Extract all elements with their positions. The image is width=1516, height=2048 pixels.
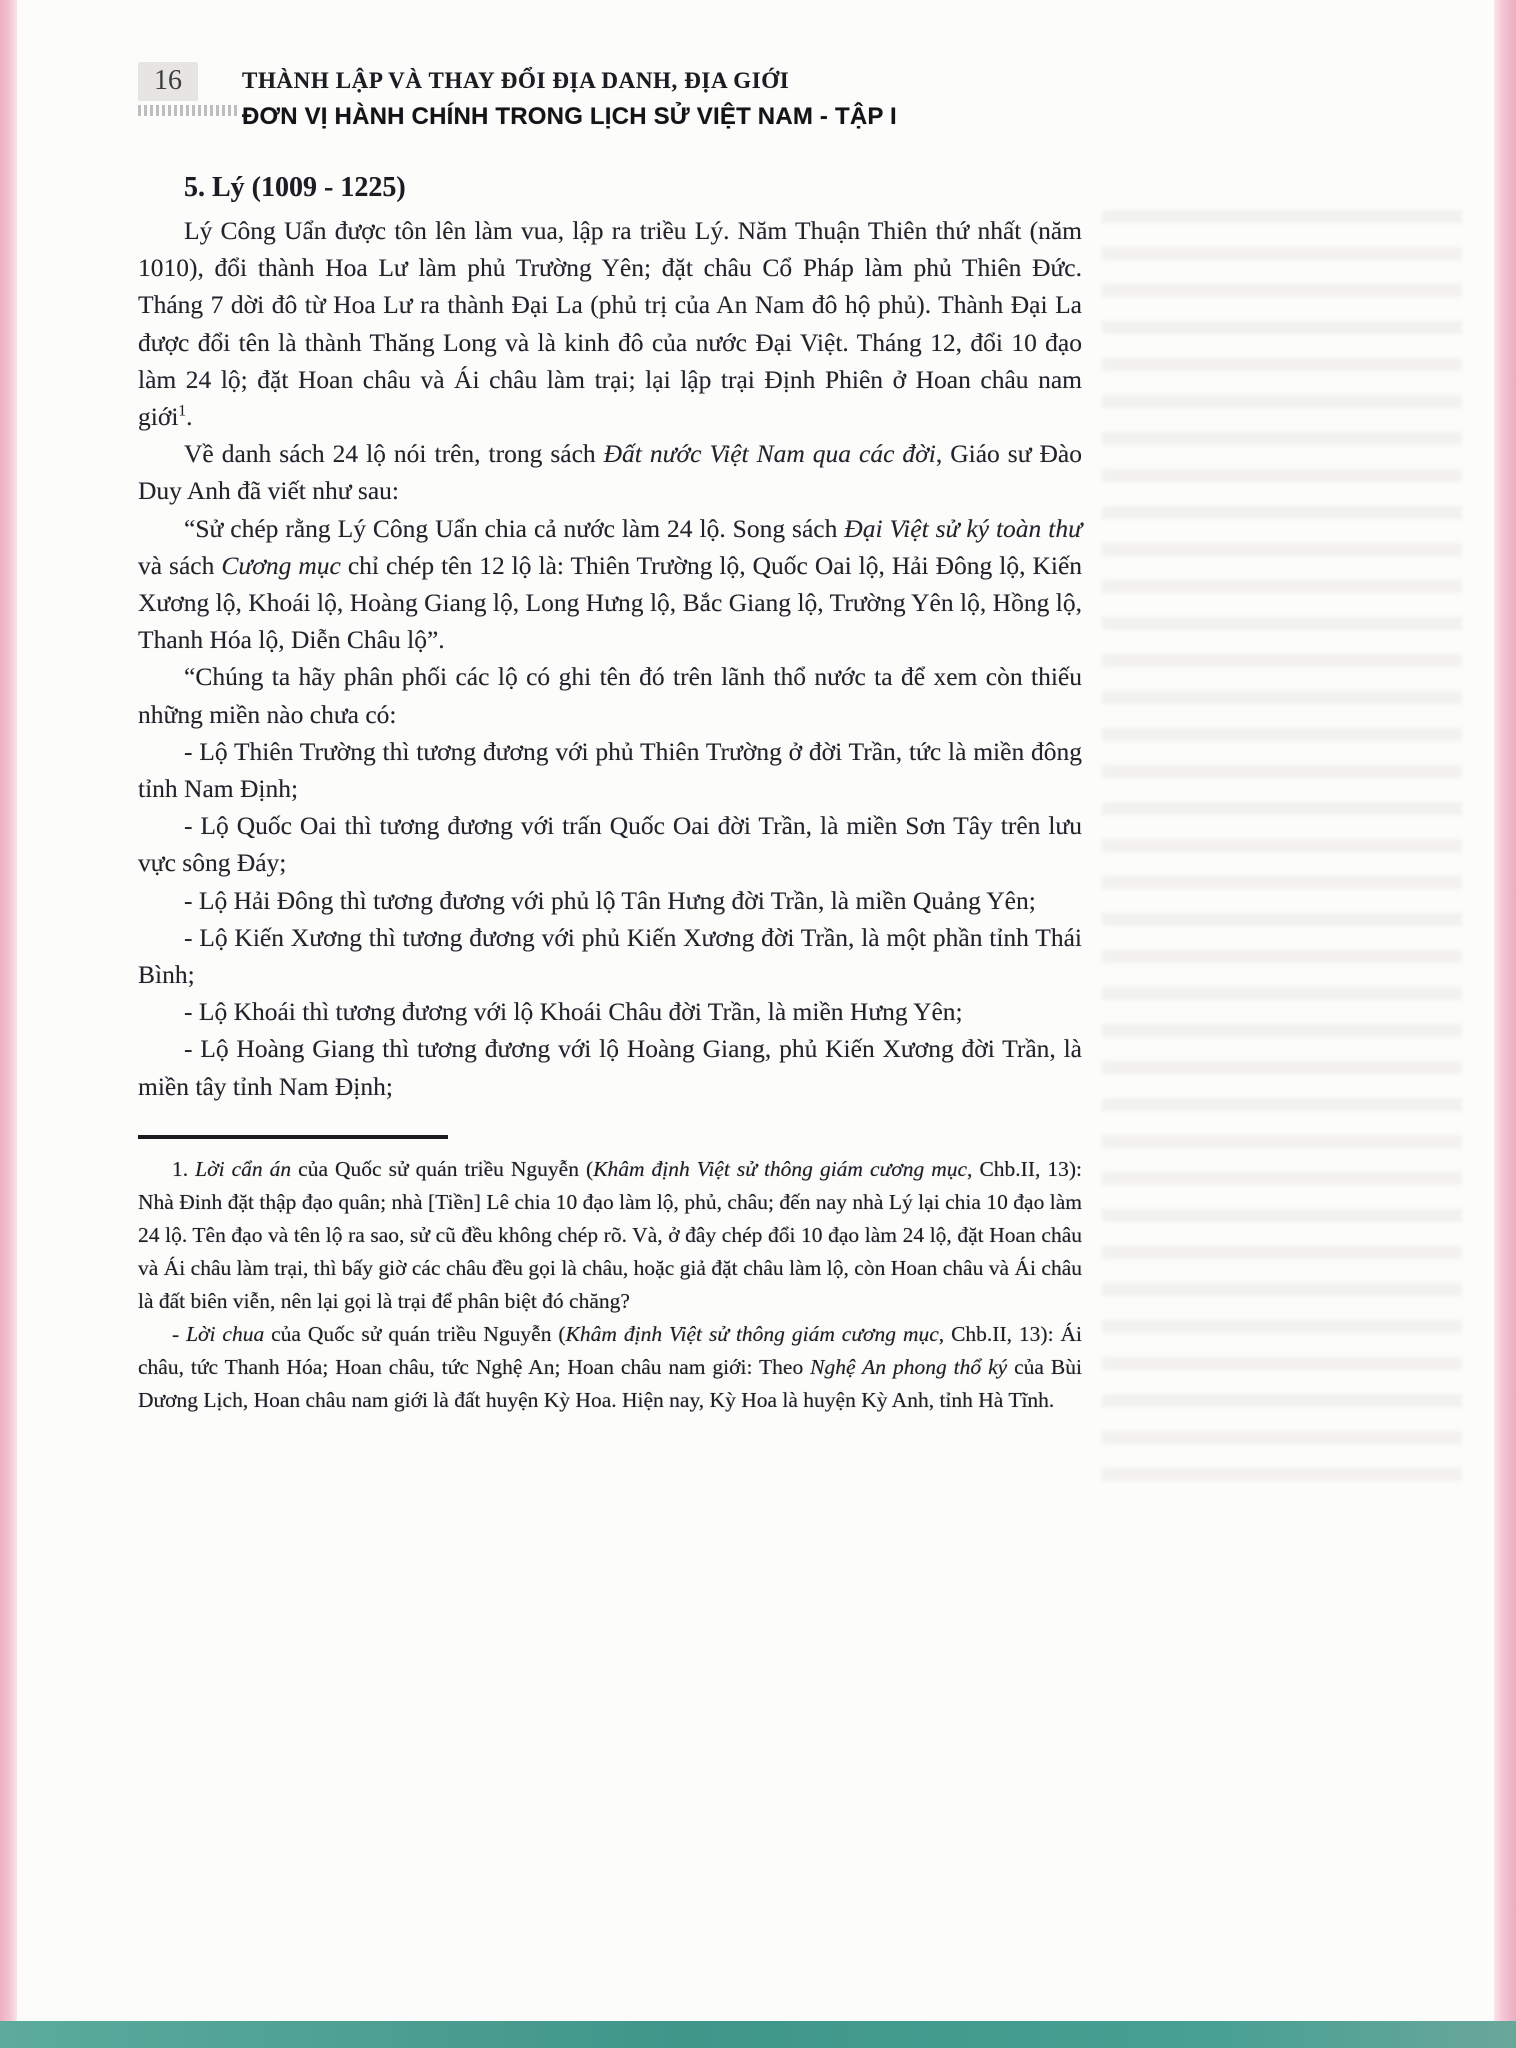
section-heading: 5. Lý (1009 - 1225) (184, 172, 406, 203)
footnote-separator (138, 1135, 448, 1139)
page-content (138, 62, 1082, 1417)
running-header (138, 62, 1082, 132)
running-head-line1: THÀNH LẬP VÀ THAY ĐỔI ĐỊA DANH, ĐỊA GIỚI (242, 68, 790, 93)
body-paragraph: “Chúng ta hãy phân phối các lộ có ghi tên đó trên lãnh thổ nước ta để xem còn thiếu những miền nào chưa có: (138, 662, 1082, 729)
page-number: 16 (138, 62, 198, 101)
reverse-side-bleed-through (1102, 210, 1462, 1500)
body-paragraph: - Lộ Quốc Oai thì tương đương với trấn Quốc Oai đời Trần, là miền Sơn Tây trên lưu vực sông Đáy; (138, 811, 1082, 878)
body-paragraph: - Lộ Thiên Trường thì tương đương với phủ Thiên Trường ở đời Trần, tức là miền đông tỉnh Nam Định; (138, 736, 1082, 804)
body-paragraph: - Lộ Kiến Xương thì tương đương với phủ Kiến Xương đời Trần, là một phần tỉnh Thái Bình; (138, 922, 1082, 990)
footnote-item: - Lời chua của Quốc sử quán triều Nguyễn (Khâm định Việt sử thông giám cương mục, Chb.II, 13): Ái châu, tức Thanh Hóa; Hoan châu, tức Nghệ An; Hoan châu nam giới: Theo Nghệ An phong thổ ký của Bùi Dương Lịch, Hoan châu nam giới là đất huyện Kỳ Hoa. Hiện nay, Kỳ Hoa là huyện Kỳ Anh, tỉnh Hà Tĩnh. (138, 1321, 1082, 1412)
body-paragraph: Lý Công Uẩn được tôn lên làm vua, lập ra triều Lý. Năm Thuận Thiên thứ nhất (năm 1010), đổi thành Hoa Lư làm phủ Trường Yên; đặt châu Cổ Pháp làm phủ Thiên Đức. Tháng 7 dời đô từ Hoa Lư ra thành Đại La (phủ trị của An Nam đô hộ phủ). Thành Đại La được đổi tên là thành Thăng Long và là kinh đô của nước Đại Việt. Tháng 12, đổi 10 đạo làm 24 lộ; đặt Hoan châu và Ái châu làm trại; lại lập trại Định Phiên ở Hoan châu nam giới$^1$. (138, 216, 1082, 432)
body-paragraphs (138, 212, 1082, 1105)
body-paragraph: “Sử chép rằng Lý Công Uẩn chia cả nước làm 24 lộ. Song sách Đại Việt sử ký toàn thư và sách Cương mục chỉ chép tên 12 lộ là: Thiên Trường lộ, Quốc Oai lộ, Hải Đông lộ, Kiến Xương lộ, Khoái lộ, Hoàng Giang lộ, Long Hưng lộ, Bắc Giang lộ, Trường Yên lộ, Hồng lộ, Thanh Hóa lộ, Diễn Châu lộ”. (138, 513, 1083, 655)
running-header-titles (242, 62, 897, 132)
body-paragraph: - Lộ Khoái thì tương đương với lộ Khoái Châu đời Trần, là miền Hưng Yên; (184, 997, 963, 1027)
body-paragraph: - Lộ Hải Đông thì tương đương với phủ lộ Tân Hưng đời Trần, là miền Quảng Yên; (184, 885, 1036, 915)
body-paragraph: Về danh sách 24 lộ nói trên, trong sách Đất nước Việt Nam qua các đời, Giáo sư Đào Duy Anh đã viết như sau: (138, 439, 1082, 506)
bottom-cover-edge (0, 2021, 1516, 2048)
page-number-block (138, 62, 224, 116)
footnotes (138, 1153, 1082, 1417)
running-head-line2: ĐƠN VỊ HÀNH CHÍNH TRONG LỊCH SỬ VIỆT NAM - TẬP I (242, 103, 897, 130)
footnote-item: 1. Lời cẩn án của Quốc sử quán triều Nguyễn (Khâm định Việt sử thông giám cương mục, Chb.II, 13): Nhà Đinh đặt thập đạo quân; nhà [Tiền] Lê chia 10 đạo làm lộ, phủ, châu; đến nay nhà Lý lại chia 10 đạo làm 24 lộ. Tên đạo và tên lộ ra sao, sử cũ đều không chép rõ. Và, ở đây chép đổi 10 đạo làm 24 lộ, đặt Hoan châu và Ái châu làm trại, thì bấy giờ các châu đều gọi là châu, hoặc giả đặt châu làm lộ, còn Hoan châu và Ái châu là đất biên viễn, nên lại gọi là trại để phân biệt đó chăng? (138, 1156, 1083, 1313)
right-page-edge (1494, 0, 1516, 2048)
body-paragraph: - Lộ Hoàng Giang thì tương đương với lộ Hoàng Giang, phủ Kiến Xương đời Trần, là miền tây tỉnh Nam Định; (138, 1034, 1082, 1101)
left-page-edge (0, 0, 17, 2048)
scan-artifact (138, 105, 238, 116)
